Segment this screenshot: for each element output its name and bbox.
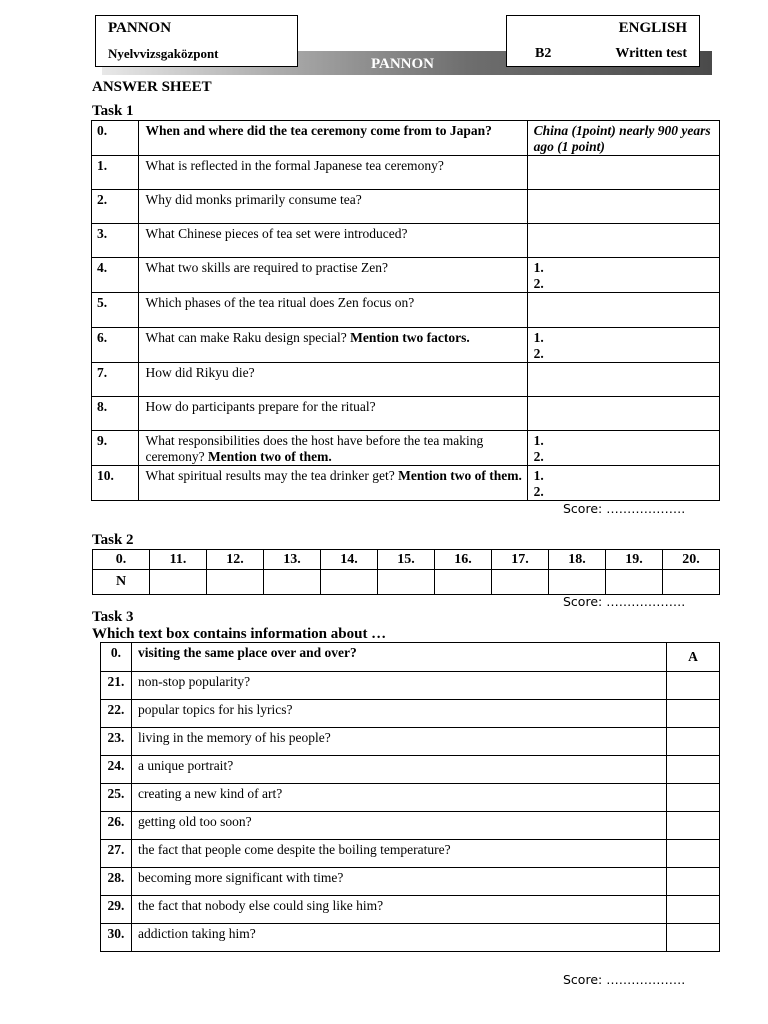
task2-answer-cell[interactable]: [321, 570, 378, 595]
task2-item-number: 0.: [93, 550, 150, 570]
task1-question: [139, 466, 527, 501]
task2-item-number: 16.: [435, 550, 492, 570]
task3-number: 27.: [101, 840, 132, 868]
task3-row: [101, 812, 720, 840]
task3-answer-cell[interactable]: [667, 896, 720, 924]
task3-row: [101, 756, 720, 784]
task3-row: [101, 924, 720, 952]
task3-question: getting old too soon?: [131, 812, 666, 840]
task1-question-emphasis: Mention two factors.: [350, 330, 470, 345]
task3-row: [101, 643, 720, 672]
task1-question-text: What responsibilities does the host have before the tea making ceremony?: [145, 433, 484, 464]
task3-question: visiting the same place over and over?: [131, 643, 666, 672]
task2-item-number: 18.: [549, 550, 606, 570]
task1-question-text: How did Rikyu die?: [145, 365, 255, 380]
task1-answer-cell[interactable]: [527, 224, 719, 258]
task1-question: [139, 431, 527, 466]
task1-answer-cell[interactable]: 1. 2.: [527, 328, 719, 363]
task3-row: [101, 840, 720, 868]
header-right-title: ENGLISH: [618, 20, 687, 36]
task1-row: [92, 293, 720, 328]
task2-item-number: 19.: [606, 550, 663, 570]
task2-item-number: 13.: [264, 550, 321, 570]
header-level: B2: [535, 46, 552, 61]
task1-row: [92, 156, 720, 190]
task3-number: 21.: [101, 672, 132, 700]
task3-number: 22.: [101, 700, 132, 728]
task3-answer-cell[interactable]: A: [667, 643, 720, 672]
task2-header-row: [93, 550, 720, 570]
task2-answer-row: [93, 570, 720, 595]
header-left-box: [95, 15, 298, 67]
task2-answer-cell[interactable]: N: [93, 570, 150, 595]
task1-score: Score: ……………….: [563, 501, 686, 516]
task3-prompt: Which text box contains information about …: [92, 626, 387, 642]
task3-number: 24.: [101, 756, 132, 784]
task1-row: [92, 328, 720, 363]
task3-row: [101, 728, 720, 756]
task2-label: Task 2: [92, 532, 134, 548]
task1-question: [139, 121, 527, 156]
task1-answer-cell[interactable]: 1. 2.: [527, 431, 719, 466]
task3-answer-cell[interactable]: [667, 784, 720, 812]
task1-question-text: What two skills are required to practise Zen?: [145, 260, 388, 275]
task3-table: [100, 642, 720, 952]
task2-item-number: 20.: [663, 550, 720, 570]
task1-number: 8.: [92, 397, 139, 431]
task1-number: 7.: [92, 363, 139, 397]
task3-row: [101, 896, 720, 924]
task1-question-emphasis: Mention two of them.: [208, 449, 332, 464]
task1-question-text: When and where did the tea ceremony come from to Japan?: [145, 123, 492, 138]
task1-row: [92, 397, 720, 431]
task3-number: 23.: [101, 728, 132, 756]
task1-table: [91, 120, 720, 501]
task1-number: 5.: [92, 293, 139, 328]
task1-row: [92, 258, 720, 293]
task3-number: 29.: [101, 896, 132, 924]
task1-question-text: What can make Raku design special?: [145, 330, 347, 345]
task3-number: 25.: [101, 784, 132, 812]
task1-row: [92, 363, 720, 397]
task2-answer-cell[interactable]: [663, 570, 720, 595]
task2-answer-cell[interactable]: [435, 570, 492, 595]
task1-answer-cell[interactable]: [527, 293, 719, 328]
task1-question: [139, 293, 527, 328]
task2-answer-cell[interactable]: [492, 570, 549, 595]
task1-question: [139, 224, 527, 258]
header-center-title: PANNON: [370, 56, 435, 72]
task1-answer-cell[interactable]: [527, 363, 719, 397]
task3-number: 26.: [101, 812, 132, 840]
task1-question: [139, 397, 527, 431]
task3-question: a unique portrait?: [131, 756, 666, 784]
task2-answer-cell[interactable]: [606, 570, 663, 595]
task1-question-text: Which phases of the tea ritual does Zen focus on?: [145, 295, 415, 310]
task3-row: [101, 700, 720, 728]
task1-number: 9.: [92, 431, 139, 466]
task1-number: 4.: [92, 258, 139, 293]
task1-question-text: What Chinese pieces of tea set were introduced?: [145, 226, 408, 241]
task1-number: 0.: [92, 121, 139, 156]
task2-answer-cell[interactable]: [378, 570, 435, 595]
task2-item-number: 11.: [150, 550, 207, 570]
task2-answer-cell[interactable]: [150, 570, 207, 595]
task1-question: [139, 328, 527, 363]
task1-question-text: How do participants prepare for the ritual?: [145, 399, 376, 414]
task3-question: addiction taking him?: [131, 924, 666, 952]
task3-number: 0.: [101, 643, 132, 672]
task3-score: Score: ……………….: [563, 972, 686, 987]
task2-item-number: 15.: [378, 550, 435, 570]
task3-question: popular topics for his lyrics?: [131, 700, 666, 728]
task3-label: Task 3: [92, 609, 134, 625]
task3-answer-cell[interactable]: [667, 700, 720, 728]
task1-answer-cell[interactable]: 1. 2.: [527, 258, 719, 293]
task3-question: living in the memory of his people?: [131, 728, 666, 756]
header-right-box: [506, 15, 700, 67]
task2-answer-cell[interactable]: [264, 570, 321, 595]
task3-row: [101, 672, 720, 700]
task1-answer-cell[interactable]: [527, 397, 719, 431]
task3-answer-cell[interactable]: [667, 868, 720, 896]
task1-question: [139, 156, 527, 190]
task1-number: 10.: [92, 466, 139, 501]
task1-number: 2.: [92, 190, 139, 224]
task3-question: the fact that nobody else could sing like him?: [131, 896, 666, 924]
task3-question: creating a new kind of art?: [131, 784, 666, 812]
task3-row: [101, 868, 720, 896]
task2-score: Score: ……………….: [563, 594, 686, 609]
task2-table: [92, 549, 720, 595]
task3-question: the fact that people come despite the boiling temperature?: [131, 840, 666, 868]
task1-question-emphasis: Mention two of them.: [398, 468, 522, 483]
task1-question: [139, 258, 527, 293]
task1-row: [92, 121, 720, 156]
answer-sheet-title: ANSWER SHEET: [92, 79, 212, 95]
task1-label: Task 1: [92, 103, 134, 119]
header-test-type: Written test: [615, 46, 687, 61]
task1-row: [92, 190, 720, 224]
task3-answer-cell[interactable]: [667, 812, 720, 840]
task3-answer-cell[interactable]: [667, 756, 720, 784]
task2-item-number: 12.: [207, 550, 264, 570]
task1-answer-cell[interactable]: China (1point) nearly 900 years ago (1 point): [527, 121, 719, 156]
task3-answer-cell[interactable]: [667, 840, 720, 868]
task3-row: [101, 784, 720, 812]
task3-number: 30.: [101, 924, 132, 952]
task1-number: 3.: [92, 224, 139, 258]
task2-answer-cell[interactable]: [207, 570, 264, 595]
task2-answer-cell[interactable]: [549, 570, 606, 595]
task3-question: becoming more significant with time?: [131, 868, 666, 896]
task1-question-text: Why did monks primarily consume tea?: [145, 192, 362, 207]
task1-row: [92, 224, 720, 258]
header-left-subtitle: Nyelvvizsgaközpont: [108, 46, 219, 61]
task1-question-text: What is reflected in the formal Japanese tea ceremony?: [145, 158, 444, 173]
task1-row: [92, 431, 720, 466]
task3-number: 28.: [101, 868, 132, 896]
task2-item-number: 17.: [492, 550, 549, 570]
task3-answer-cell[interactable]: [667, 672, 720, 700]
task1-question: [139, 363, 527, 397]
task3-answer-cell[interactable]: [667, 924, 720, 952]
task1-answer-cell[interactable]: [527, 190, 719, 224]
task1-number: 1.: [92, 156, 139, 190]
task2-item-number: 14.: [321, 550, 378, 570]
task1-number: 6.: [92, 328, 139, 363]
task1-question: [139, 190, 527, 224]
task1-row: [92, 466, 720, 501]
task1-answer-cell[interactable]: 1. 2.: [527, 466, 719, 501]
header-left-title: PANNON: [108, 20, 172, 36]
task3-answer-cell[interactable]: [667, 728, 720, 756]
task3-question: non-stop popularity?: [131, 672, 666, 700]
task1-answer-cell[interactable]: [527, 156, 719, 190]
task1-question-text: What spiritual results may the tea drinker get?: [145, 468, 395, 483]
